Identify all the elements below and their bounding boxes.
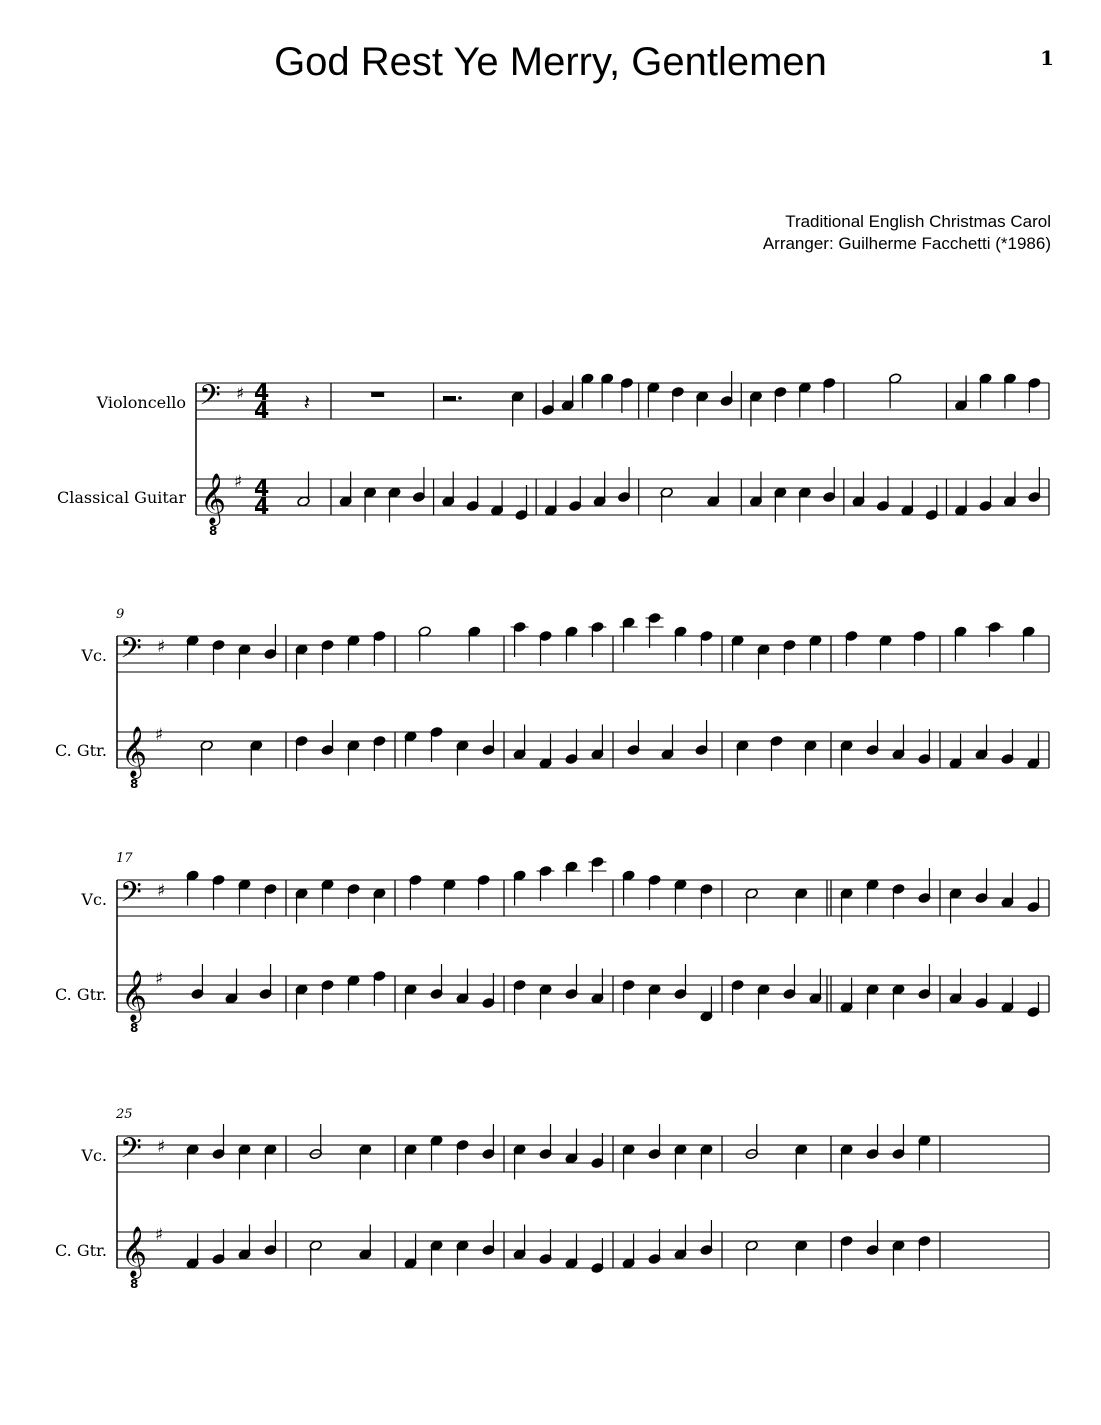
key-signature-sharp: ♯	[157, 637, 166, 657]
octave-marker-icon: 8	[209, 524, 218, 538]
key-signature-sharp: ♯	[155, 725, 164, 745]
arranger-credit: Arranger: Guilherme Facchetti (*1986)	[762, 234, 1051, 253]
page-number: 1	[1040, 46, 1054, 70]
bass-clef-icon: 𝄢	[120, 632, 142, 672]
violoncello-label: Violoncello	[96, 393, 186, 412]
bass-clef-icon: 𝄢	[199, 379, 221, 419]
violoncello-label: Vc.	[81, 1146, 107, 1165]
octave-marker-icon: 8	[130, 1021, 139, 1035]
time-signature-bottom: 4	[254, 495, 270, 520]
treble-clef-icon: 𝄞	[121, 1226, 148, 1277]
guitar-staff	[117, 976, 1049, 1012]
guitar-staff	[117, 1232, 1049, 1268]
treble-clef-icon: 𝄞	[121, 726, 148, 777]
score-title: God Rest Ye Merry, Gentlemen	[274, 40, 827, 84]
half-rest	[443, 396, 456, 401]
treble-clef-icon: 𝄞	[121, 970, 148, 1021]
key-signature-sharp: ♯	[234, 472, 243, 492]
treble-clef-icon: 𝄞	[200, 473, 227, 524]
quarter-rest: 𝄽	[303, 391, 311, 416]
key-signature-sharp: ♯	[157, 881, 166, 901]
composer-credit: Traditional English Christmas Carol	[785, 212, 1051, 231]
measure-number: 17	[116, 851, 133, 866]
guitar-label: C. Gtr.	[54, 985, 107, 1004]
key-signature-sharp: ♯	[236, 384, 245, 404]
violoncello-staff	[117, 880, 1049, 916]
time-signature-top: 4	[254, 381, 270, 406]
violoncello-staff	[117, 1136, 1049, 1172]
octave-marker-icon: 8	[130, 1277, 139, 1291]
key-signature-sharp: ♯	[155, 969, 164, 989]
octave-marker-icon: 8	[130, 777, 139, 791]
measure-number: 9	[116, 607, 125, 622]
guitar-label: Classical Guitar	[57, 488, 186, 507]
violoncello-label: Vc.	[81, 890, 107, 909]
violoncello-staff	[196, 383, 1049, 419]
bass-clef-icon: 𝄢	[120, 876, 142, 916]
guitar-label: C. Gtr.	[54, 1241, 107, 1260]
guitar-label: C. Gtr.	[54, 741, 107, 760]
augmentation-dot	[458, 396, 462, 400]
violoncello-label: Vc.	[81, 646, 107, 665]
measure-number: 25	[116, 1107, 133, 1122]
bass-clef-icon: 𝄢	[120, 1132, 142, 1172]
key-signature-sharp: ♯	[155, 1225, 164, 1245]
whole-rest	[371, 392, 384, 397]
key-signature-sharp: ♯	[157, 1137, 166, 1157]
time-signature-top: 4	[254, 477, 270, 502]
time-signature-bottom: 4	[254, 399, 270, 424]
violoncello-staff	[117, 636, 1049, 672]
